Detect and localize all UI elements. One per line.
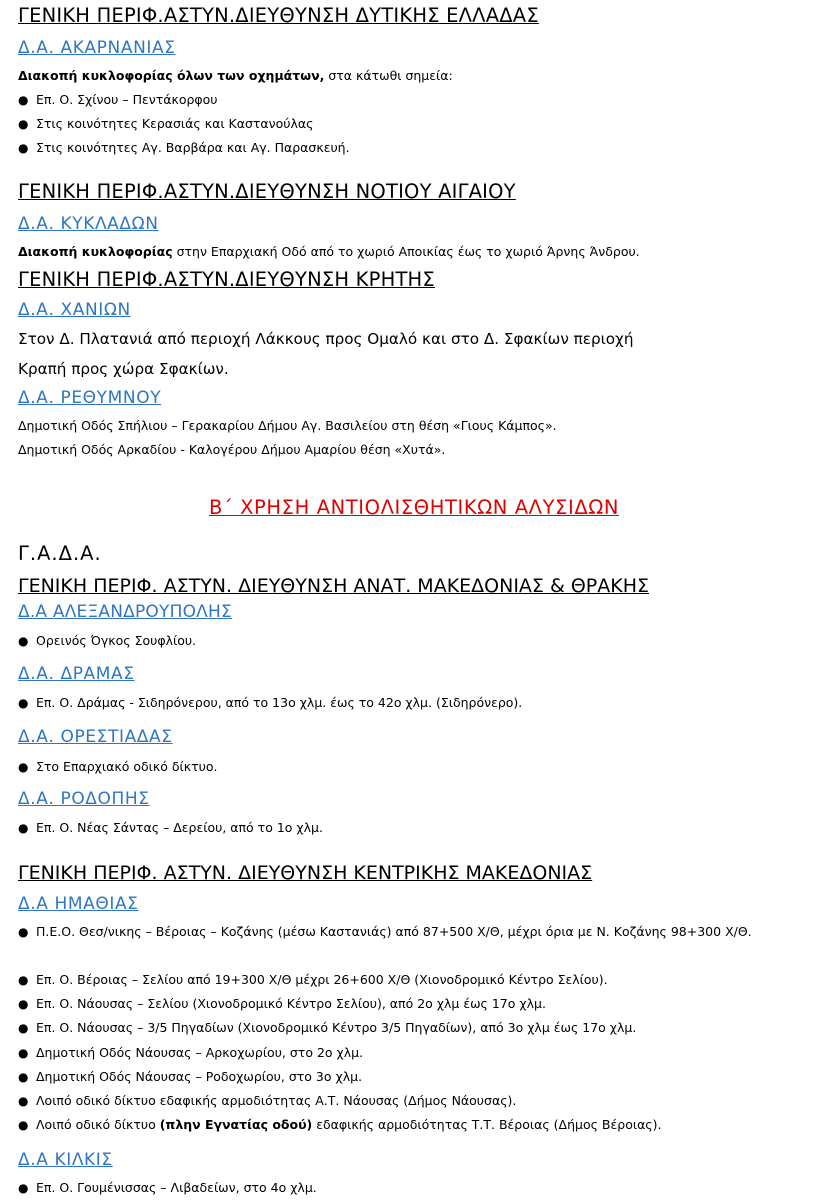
list-item-text: Στο Επαρχιακό οδικό δίκτυο. <box>36 759 218 774</box>
subheading-kilkis: Δ.Α ΚΙΛΚΙΣ <box>18 1150 113 1170</box>
kykladon-rest: στην Επαρχιακή Οδό από το χωριό Αποικίας έως το χωριό Άρνης Άνδρου. <box>172 244 640 259</box>
bullet-icon: ● <box>18 1118 29 1132</box>
list-item <box>18 921 808 943</box>
heading-notiou-aigaiou: ΓΕΝΙΚΗ ΠΕΡΙΦ.ΑΣΤΥΝ.ΔΙΕΥΘΥΝΣΗ ΝΟΤΙΟΥ ΑΙΓΑΙΟΥ <box>18 180 516 203</box>
bullet-icon: ● <box>18 925 29 939</box>
bullet-icon: ● <box>18 634 29 648</box>
subheading-dramas: Δ.Α. ΔΡΑΜΑΣ <box>18 664 135 684</box>
list-item-text: Επ. Ο. Γουμένισσας – Λιβαδείων, στο 4ο χλμ. <box>36 1180 317 1195</box>
subheading-alexandroupolis: Δ.Α ΑΛΕΞΑΝΔΡΟΥΠΟΛΗΣ <box>18 602 232 622</box>
chanion-text-line2: Κραπή προς χώρα Σφακίων. <box>18 360 229 378</box>
list-item <box>18 92 218 107</box>
list-item <box>18 1020 636 1035</box>
list-item <box>18 1093 516 1108</box>
list-item <box>18 1180 317 1195</box>
list-item <box>18 759 217 774</box>
bullet-icon: ● <box>18 1046 29 1060</box>
list-item <box>18 1117 662 1132</box>
list-item-text: Π.Ε.Ο. Θεσ/νικης – Βέροιας – Κοζάνης (μέσω Καστανιάς) από 87+500 Χ/Θ, μέχρι όρια με Ν. Κοζάνης 98+300 Χ/Θ. <box>36 924 752 939</box>
bullet-icon: ● <box>18 696 29 710</box>
subheading-akarnanias: Δ.Α. ΑΚΑΡΝΑΝΙΑΣ <box>18 38 176 58</box>
bullet-icon: ● <box>18 93 29 107</box>
heading-anat-makedonias: ΓΕΝΙΚΗ ΠΕΡΙΦ. ΑΣΤΥΝ. ΔΙΕΥΘΥΝΣΗ ΑΝΑΤ. ΜΑΚΕΔΟΝΙΑΣ & ΘΡΑΚΗΣ <box>18 575 649 597</box>
list-item <box>18 1045 363 1060</box>
list-item <box>18 140 350 155</box>
bullet-icon: ● <box>18 117 29 131</box>
list-item <box>18 116 313 131</box>
subheading-imathias: Δ.Α ΗΜΑΘΙΑΣ <box>18 894 139 914</box>
subheading-kykladon: Δ.Α. ΚΥΚΛΑΔΩΝ <box>18 214 159 234</box>
bullet-icon: ● <box>18 1181 29 1195</box>
list-item <box>18 695 522 710</box>
subheading-rodopis: Δ.Α. ΡΟΔΟΠΗΣ <box>18 789 150 809</box>
list-item-text: Λοιπό οδικό δίκτυο εδαφικής αρμοδιότητας Α.Τ. Νάουσας (Δήμος Νάουσας). <box>36 1093 517 1108</box>
list-item <box>18 1069 362 1084</box>
bullet-icon: ● <box>18 760 29 774</box>
heading-kritis: ΓΕΝΙΚΗ ΠΕΡΙΦ.ΑΣΤΥΝ.ΔΙΕΥΘΥΝΣΗ ΚΡΗΤΗΣ <box>18 268 435 291</box>
list-item-text: Στις κοινότητες Κερασιάς και Καστανούλας <box>36 116 314 131</box>
list-item-text: Επ. Ο. Νάουσας – 3/5 Πηγαδίων (Χιονοδρομικό Κέντρο 3/5 Πηγαδίων), από 3ο χλμ έως 17ο χλμ. <box>36 1020 637 1035</box>
bullet-icon: ● <box>18 1021 29 1035</box>
list-item <box>18 972 608 987</box>
gada-label: Γ.Α.Δ.Α. <box>18 542 102 565</box>
list-item-text: Επ. Ο. Δράμας - Σιδηρόνερου, από το 13ο χλμ. έως το 42ο χλμ. (Σιδηρόνερο). <box>36 695 523 710</box>
subheading-rethymnou: Δ.Α. ΡΕΘΥΜΝΟΥ <box>18 388 162 408</box>
bullet-icon: ● <box>18 1094 29 1108</box>
subheading-orestiadas: Δ.Α. ΟΡΕΣΤΙΑΔΑΣ <box>18 727 173 747</box>
heading-dytikis-elladas: ΓΕΝΙΚΗ ΠΕΡΙΦ.ΑΣΤΥΝ.ΔΙΕΥΘΥΝΣΗ ΔΥΤΙΚΗΣ ΕΛΛΑΔΑΣ <box>18 4 539 27</box>
bullet-icon: ● <box>18 1070 29 1084</box>
list-item <box>18 633 196 648</box>
list-item-text: Δημοτική Οδός Νάουσας – Ροδοχωρίου, στο 3ο χλμ. <box>36 1069 363 1084</box>
bullet-icon: ● <box>18 141 29 155</box>
subheading-chanion: Δ.Α. ΧΑΝΙΩΝ <box>18 300 131 320</box>
part-b-title: Β΄ ΧΡΗΣΗ ΑΝΤΙΟΛΙΣΘΗΤΙΚΩΝ ΑΛΥΣΙΔΩΝ <box>208 496 620 519</box>
kykladon-bold: Διακοπή κυκλοφορίας <box>18 244 173 259</box>
rethymnou-line2: Δημοτική Οδός Αρκαδίου - Καλογέρου Δήμου Αμαρίου θέση «Χυτά». <box>18 442 446 457</box>
bullet-icon: ● <box>18 821 29 835</box>
heading-kentrikis-makedonias: ΓΕΝΙΚΗ ΠΕΡΙΦ. ΑΣΤΥΝ. ΔΙΕΥΘΥΝΣΗ ΚΕΝΤΡΙΚΗΣ ΜΑΚΕΔΟΝΙΑΣ <box>18 862 593 884</box>
bullet-icon: ● <box>18 997 29 1011</box>
list-item-text: Επ. Ο. Βέροιας – Σελίου από 19+300 Χ/Θ μέχρι 26+600 Χ/Θ (Χιονοδρομικό Κέντρο Σελίου). <box>36 972 608 987</box>
akarnanias-intro <box>18 68 453 83</box>
list-item <box>18 820 323 835</box>
list-item-text: Λοιπό οδικό δίκτυο <box>36 1117 160 1132</box>
list-item-text: Επ. Ο. Νέας Σάντας – Δερείου, από το 1ο χλμ. <box>36 820 323 835</box>
list-item-bold: (πλην Εγνατίας οδού) <box>159 1117 313 1132</box>
intro-rest: στα κάτωθι σημεία: <box>324 68 453 83</box>
list-item-text: Στις κοινότητες Αγ. Βαρβάρα και Αγ. Παρασκευή. <box>36 140 350 155</box>
rethymnou-line1: Δημοτική Οδός Σπήλιου – Γερακαρίου Δήμου Αγ. Βασιλείου στη θέση «Γιους Κάμπος». <box>18 418 557 433</box>
list-item-text: εδαφικής αρμοδιότητας Τ.Τ. Βέροιας (Δήμος Βέροιας). <box>312 1117 662 1132</box>
list-item-text: Επ. Ο. Νάουσας – Σελίου (Χιονοδρομικό Κέντρο Σελίου), από 2ο χλμ έως 17ο χλμ. <box>36 996 546 1011</box>
list-item <box>18 996 546 1011</box>
bullet-icon: ● <box>18 973 29 987</box>
list-item-text: Ορεινός Όγκος Σουφλίου. <box>36 633 197 648</box>
list-item-text: Δημοτική Οδός Νάουσας – Αρκοχωρίου, στο 2ο χλμ. <box>36 1045 364 1060</box>
intro-bold: Διακοπή κυκλοφορίας όλων των οχημάτων, <box>18 68 325 83</box>
chanion-text-line1: Στον Δ. Πλατανιά από περιοχή Λάκκους προς Ομαλό και στο Δ. Σφακίων περιοχή <box>18 330 634 348</box>
kykladon-text <box>18 244 640 259</box>
list-item-text: Επ. Ο. Σχίνου – Πεντάκορφου <box>36 92 218 107</box>
